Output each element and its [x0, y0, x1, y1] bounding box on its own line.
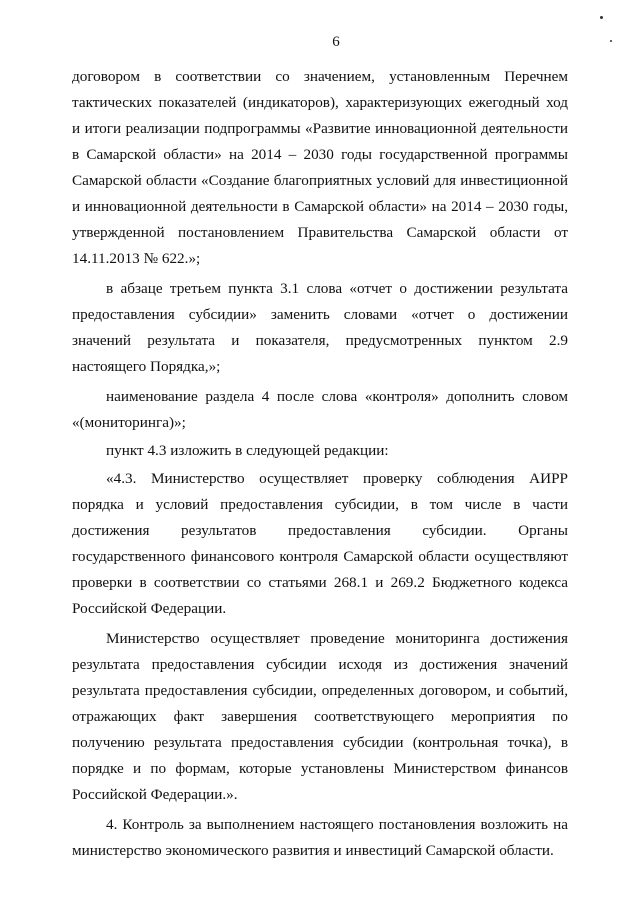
text-line: и итоги реализации подпрограммы «Развитие инновационной деятельности	[72, 120, 568, 137]
text-line: пункт 4.3 изложить в следующей редакции:	[106, 442, 389, 459]
text-line: порядке и по формам, которые установлены Министерством финансов	[72, 760, 568, 777]
scan-speck	[600, 16, 603, 19]
text-line: порядка и условий предоставления субсидии, в том числе в части	[72, 496, 568, 513]
text-line: договором в соответствии со значением, установленным Перечнем	[72, 68, 568, 85]
text-line: «4.3. Министерство осуществляет проверку соблюдения АИРР	[106, 470, 568, 487]
text-line: 14.11.2013 № 622.»;	[72, 250, 201, 267]
text-line: настоящего Порядка,»;	[72, 358, 221, 375]
text-line: в Самарской области» на 2014 – 2030 годы государственной программы	[72, 146, 568, 163]
text-line: проверки в соответствии со статьями 268.1 и 269.2 Бюджетного кодекса	[72, 574, 568, 591]
text-line: Министерство осуществляет проведение мониторинга достижения	[106, 630, 568, 647]
text-line: тактических показателей (индикаторов), характеризующих ежегодный ход	[72, 94, 568, 111]
text-line: достижения результатов предоставления субсидии. Органы	[72, 522, 568, 539]
text-line: министерство экономического развития и инвестиций Самарской области.	[72, 842, 554, 859]
text-line: предоставления субсидии» заменить словами «отчет о достижении	[72, 306, 568, 323]
text-line: «(мониторинга)»;	[72, 414, 186, 431]
text-line: и инновационной деятельности в Самарской области» на 2014 – 2030 годы,	[72, 198, 568, 215]
scan-speck	[610, 40, 612, 42]
text-line: Самарской области «Создание благоприятных условий для инвестиционной	[72, 172, 568, 189]
text-line: результата предоставления субсидии, определенных договором, и событий,	[72, 682, 568, 699]
text-line: в абзаце третьем пункта 3.1 слова «отчет о достижении результата	[106, 280, 568, 297]
text-line: значений результата и показателя, предусмотренных пунктом 2.9	[72, 332, 568, 349]
page-number: 6	[332, 34, 340, 50]
text-line: государственного финансового контроля Самарской области осуществляют	[72, 548, 568, 565]
text-line: Российской Федерации.».	[72, 786, 238, 803]
text-line: наименование раздела 4 после слова «контроля» дополнить словом	[106, 388, 568, 405]
text-line: утвержденной постановлением Правительства Самарской области от	[72, 224, 568, 241]
text-line: 4. Контроль за выполнением настоящего постановления возложить на	[106, 816, 568, 833]
text-line: отражающих факт завершения соответствующего мероприятия по	[72, 708, 568, 725]
text-line: результата предоставления субсидии исходя из достижения значений	[72, 656, 568, 673]
text-line: Российской Федерации.	[72, 600, 227, 617]
text-line: получению результата предоставления субсидии (контрольная точка), в	[72, 734, 568, 751]
